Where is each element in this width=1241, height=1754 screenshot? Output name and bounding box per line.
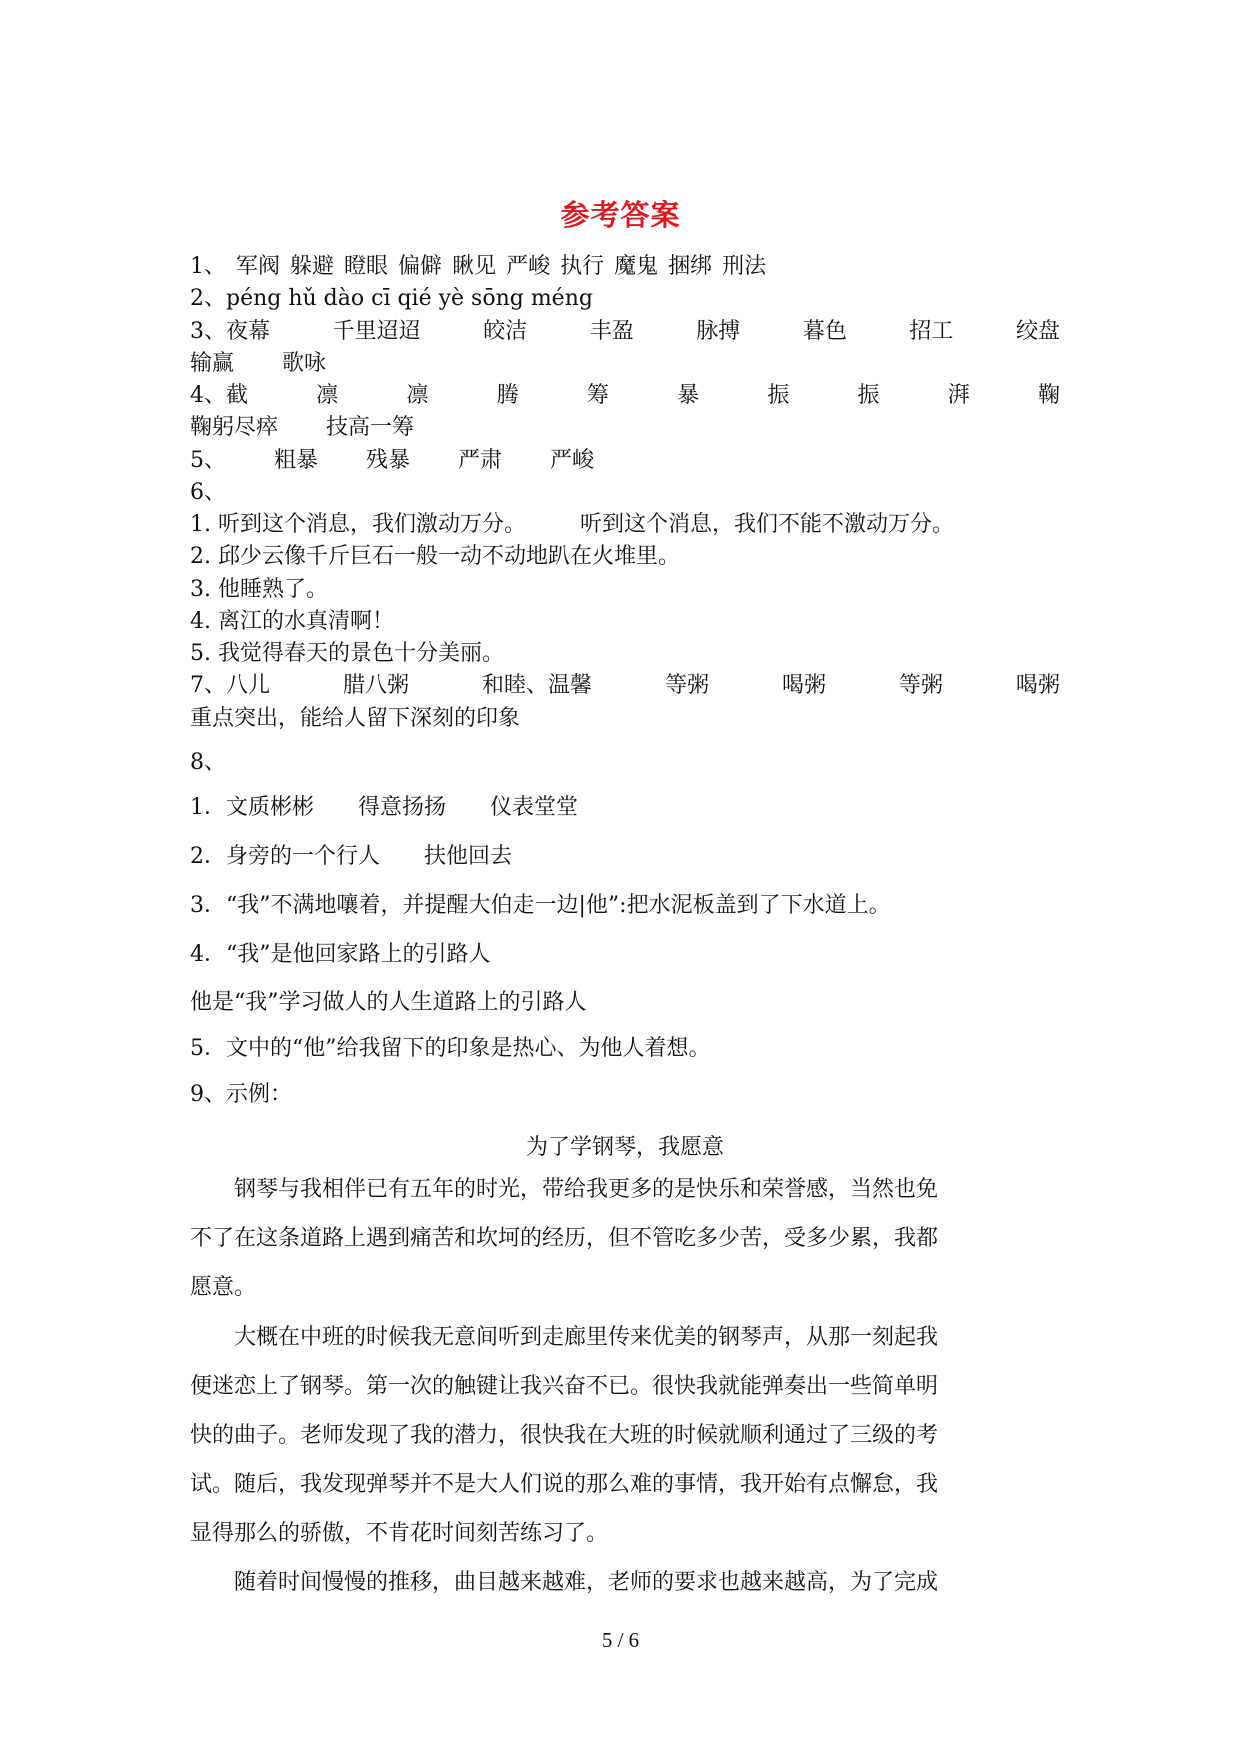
answer-8-item-2: 2．身旁的一个行人 扶他回去 [190,844,512,869]
answer-5 [190,446,1060,476]
answer-3-row2 [190,349,1060,379]
answer-number: 4、 [190,383,226,408]
answer-word: 脉搏 [696,319,741,344]
answer-4-row2 [190,413,1060,443]
answer-word: 严峻 [550,448,595,473]
answer-word: 丰盈 [589,319,634,344]
answer-word: 等粥 [898,673,943,698]
answer-number: 3、 [190,319,226,344]
answer-8-item-5: 5．文中的“他”给我留下的印象是热心、为他人着想。 [190,1036,711,1061]
answer-6-item-2: 2. 邱少云像千斤巨石一般一动不动地趴在火堆里。 [190,544,680,569]
answer-number: 1、 [190,254,226,279]
answer-6-label: 6、 [190,480,226,505]
answer-6-item-1: 1. 听到这个消息，我们激动万分。 听到这个消息，我们不能不激动万分。 [190,512,955,537]
answer-word: 魔鬼 [614,254,659,279]
answer-word: 瞅见 [452,254,497,279]
answer-word: 暴 [677,383,700,408]
answer-word: 输赢 [190,351,235,376]
essay-title: 为了学钢琴，我愿意 [525,1135,724,1160]
answer-word: 腾 [496,383,519,408]
answer-word: 技高一筹 [326,415,415,440]
answer-lead [190,671,270,701]
answer-4-row1 [190,381,1060,411]
essay-line: 显得那么的骄傲，不肯花时间刻苦练习了。 [190,1521,609,1546]
answer-word: 筹 [586,383,609,408]
answer-8-item-4: 4．“我”是他回家路上的引路人 [190,942,491,967]
answer-word: 截 [226,383,249,408]
answer-9-label: 9、示例： [190,1082,292,1107]
answer-lead [190,381,248,411]
essay-paragraph-3 [190,1558,1060,1607]
answer-number: 7、 [190,673,226,698]
answer-word: 夜幕 [226,319,271,344]
answer-word: 残暴 [366,448,411,473]
answer-word: 严峻 [506,254,551,279]
answer-word: 喝粥 [781,673,826,698]
answer-word: 粗暴 [274,448,319,473]
answer-word: 腊八粥 [342,673,409,698]
essay-line: 大概在中班的时候我无意间听到走廊里传来优美的钢琴声，从那一刻起我 [234,1325,939,1350]
essay-line: 试。随后，我发现弹琴并不是大人们说的那么难的事情，我开始有点懈怠，我 [190,1472,939,1497]
answer-word: 振 [857,383,880,408]
answer-word: 喝粥 [1015,673,1060,698]
answer-word: 歌咏 [282,351,327,376]
answer-number: 5、 [190,448,226,473]
answer-7-row2: 重点突出，能给人留下深刻的印象 [190,706,521,731]
answer-word: 凛 [316,383,339,408]
essay-line: 钢琴与我相伴已有五年的时光，带给我更多的是快乐和荣誉感，当然也免 [234,1177,939,1202]
essay-line: 随着时间慢慢的推移，曲目越来越难，老师的要求也越来越高，为了完成 [234,1570,939,1595]
essay-line: 便迷恋上了钢琴。第一次的触键让我兴奋不已。很快我就能弹奏出一些简单明 [190,1374,939,1399]
answer-word: 皎洁 [483,319,528,344]
answer-word: 绞盘 [1015,319,1060,344]
answer-word: 凛 [406,383,429,408]
answer-word: 振 [767,383,790,408]
essay-line: 快的曲子。老师发现了我的潜力，很快我在大班的时候就顺利通过了三级的考 [190,1423,939,1448]
page-number: 5 / 6 [601,1628,640,1652]
answer-2: 2、péng hǔ dào cī qié yè sōng méng [190,286,593,311]
answer-6-item-4: 4. 离江的水真清啊！ [190,609,394,634]
answer-word: 偏僻 [398,254,443,279]
answer-7-row1 [190,671,1060,701]
essay-paragraph-1 [190,1165,1060,1312]
answer-8-item-1: 1．文质彬彬 得意扬扬 仪表堂堂 [190,795,578,820]
answer-word: 瞪眼 [344,254,389,279]
answer-8-item-4b: 他是“我”学习做人的人生道路上的引路人 [190,990,587,1015]
answer-word: 严肃 [458,448,503,473]
answer-word: 执行 [560,254,605,279]
essay-line: 愿意。 [190,1275,257,1300]
answer-6-item-5: 5. 我觉得春天的景色十分美丽。 [190,641,504,666]
answer-word: 和睦、温馨 [481,673,592,698]
answer-word: 等粥 [664,673,709,698]
answer-lead [190,317,270,347]
essay-line: 不了在这条道路上遇到痛苦和坎坷的经历，但不管吃多少苦，受多少累，我都 [190,1226,939,1251]
page-title: 参考答案 [560,198,681,232]
answer-1 [190,252,1060,282]
answer-word: 暮色 [802,319,847,344]
essay-paragraph-2 [190,1313,1060,1558]
answer-word: 千里迢迢 [332,319,421,344]
answer-8-item-3: 3．“我”不满地嚷着，并提醒大伯走一边|他”:把水泥板盖到了下水道上。 [190,893,891,918]
answer-word: 军阀 [236,254,281,279]
answer-3-row1 [190,317,1060,347]
answer-8-label: 8、 [190,750,226,775]
answer-word: 湃 [947,383,970,408]
answer-word: 八儿 [226,673,271,698]
answer-word: 刑法 [722,254,767,279]
answer-lead [190,254,280,279]
answer-lead [190,448,318,473]
answer-word: 鞠躬尽瘁 [190,415,279,440]
answer-word: 捆绑 [668,254,713,279]
answer-word: 躲避 [290,254,335,279]
answer-word: 招工 [909,319,954,344]
answer-word: 鞠 [1037,383,1060,408]
answer-6-item-3: 3. 他睡熟了。 [190,577,328,602]
